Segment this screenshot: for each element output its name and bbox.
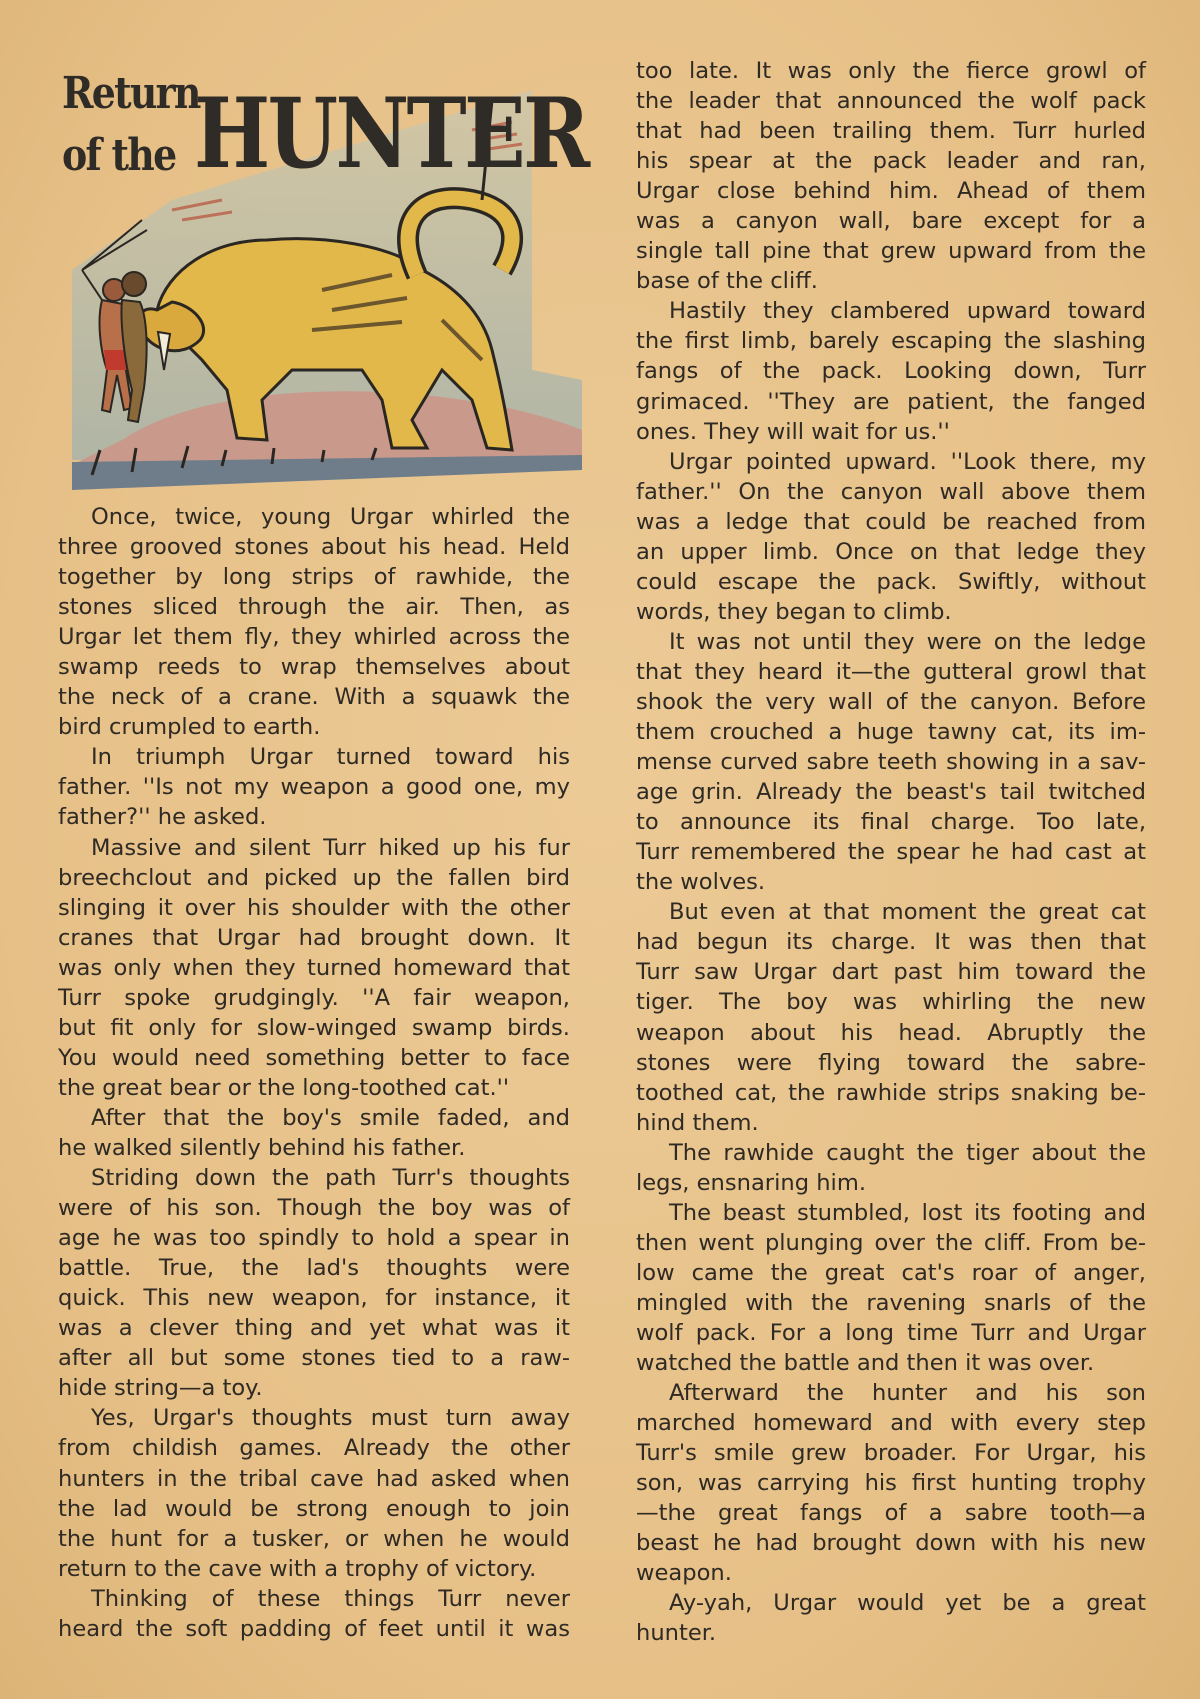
text-line: Turr spoke grudgingly. ''A fair weapon, (58, 984, 570, 1011)
story-title (58, 62, 588, 190)
text-line: mense curved sabre teeth showing in a sav- (636, 749, 1146, 776)
right-text-column (636, 56, 1146, 1648)
text-line: In triumph Urgar turned toward his (91, 744, 570, 771)
text-line: the hunt for a tusker, or when he would (58, 1525, 570, 1552)
text-line: father?'' he asked. (58, 804, 267, 831)
text-line: Massive and silent Turr hiked up his fur (91, 834, 570, 861)
text-line: It was not until they were on the ledge (669, 628, 1146, 655)
text-line: watched the battle and then it was over. (636, 1350, 1095, 1377)
text-line: swamp reeds to wrap themselves about (58, 654, 570, 681)
text-line: together by long strips of rawhide, the (58, 564, 570, 591)
text-line: bird crumpled to earth. (58, 714, 321, 741)
text-line: grimaced. ''They are patient, the fanged (636, 388, 1146, 415)
text-line: after all but some stones tied to a raw- (58, 1345, 570, 1372)
text-line: toothed cat, the rawhide strips snaking be- (636, 1079, 1146, 1106)
text-line: the neck of a crane. With a squawk the (58, 684, 570, 711)
text-line: —the great fangs of a sabre tooth—a (636, 1500, 1146, 1527)
text-line: that they heard it—the gutteral growl that (636, 658, 1146, 685)
text-line: were of his son. Though the boy was of (58, 1195, 570, 1222)
text-line: After that the boy's smile faded, and (91, 1104, 570, 1131)
text-line: that had been trailing them. Turr hurled (636, 118, 1146, 145)
text-line: heard the soft padding of feet until it was (58, 1615, 570, 1642)
text-line: hide string—a toy. (58, 1375, 263, 1402)
text-line: You would need something better to face (58, 1044, 570, 1071)
text-line: was a ledge that could be reached from (636, 508, 1146, 535)
text-line: wolf pack. For a long time Turr and Urgar (636, 1319, 1146, 1346)
text-line: quick. This new weapon, for instance, it (58, 1285, 570, 1312)
text-line: was only when they turned homeward that (58, 954, 570, 981)
text-line: cranes that Urgar had brought down. It (58, 924, 570, 951)
text-line: the leader that announced the wolf pack (636, 88, 1146, 115)
text-line: he walked silently behind his father. (58, 1134, 466, 1161)
text-line: his spear at the pack leader and ran, (636, 148, 1146, 175)
text-line: fangs of the pack. Looking down, Turr (636, 358, 1146, 385)
text-line: Striding down the path Turr's thoughts (91, 1165, 570, 1192)
text-line: mingled with the ravening snarls of the (636, 1289, 1146, 1316)
text-line: The rawhide caught the tiger about the (669, 1139, 1146, 1166)
text-line: could escape the pack. Swiftly, without (636, 568, 1146, 595)
text-line: stones were flying toward the sabre- (636, 1049, 1146, 1076)
text-line: was a clever thing and yet what was it (58, 1315, 570, 1342)
text-line: too late. It was only the fierce growl of (636, 58, 1146, 84)
text-line: tiger. The boy was whirling the new (636, 989, 1146, 1016)
text-line: age he was too spindly to hold a spear in (58, 1225, 570, 1252)
text-line: marched homeward and with every step (636, 1410, 1146, 1437)
text-line: weapon about his head. Abruptly the (636, 1019, 1146, 1046)
text-line: had begun its charge. It was then that (636, 929, 1146, 956)
text-line: single tall pine that grew upward from the (636, 238, 1146, 265)
text-line: to announce its final charge. Too late, (636, 809, 1146, 836)
text-line: legs, ensnaring him. (636, 1169, 867, 1196)
text-line: father.'' On the canyon wall above them (636, 478, 1146, 505)
text-line: hunters in the tribal cave had asked when (58, 1465, 570, 1492)
text-line: base of the cliff. (636, 268, 818, 295)
text-line: hunter. (636, 1620, 717, 1647)
text-line: beast he had brought down with his new (636, 1530, 1146, 1557)
text-line: Afterward the hunter and his son (669, 1380, 1146, 1407)
text-line: but fit only for slow-winged swamp birds. (58, 1014, 570, 1041)
text-line: the wolves. (636, 869, 766, 896)
text-line: But even at that moment the great cat (669, 899, 1146, 926)
left-text-column (58, 502, 570, 1644)
text-line: Yes, Urgar's thoughts must turn away (91, 1405, 570, 1432)
text-line: stones sliced through the air. Then, as (58, 594, 570, 621)
text-line: was a canyon wall, bare except for a (636, 208, 1146, 235)
text-line: the great bear or the long-toothed cat.'' (58, 1074, 510, 1101)
text-line: from childish games. Already the other (58, 1435, 570, 1462)
title-line-of-the: of the (62, 130, 176, 181)
text-line: the first limb, barely escaping the slashing (636, 328, 1146, 355)
text-line: shook the very wall of the canyon. Before (636, 688, 1146, 715)
text-line: then went plunging over the cliff. From be- (636, 1229, 1146, 1256)
text-line: The beast stumbled, lost its footing and (669, 1199, 1146, 1226)
text-line: Turr saw Urgar dart past him toward the (636, 959, 1146, 986)
text-line: low came the great cat's roar of anger, (636, 1259, 1146, 1286)
text-line: father. ''Is not my weapon a good one, my (58, 774, 570, 801)
text-line: son, was carrying his first hunting trophy (636, 1470, 1146, 1497)
text-line: age grin. Already the beast's tail twitched (636, 779, 1146, 806)
title-hunter: HUNTER (194, 77, 588, 190)
text-line: Hastily they clambered upward toward (669, 298, 1146, 325)
text-line: breechclout and picked up the fallen bird (58, 864, 570, 891)
text-line: Ay-yah, Urgar would yet be a great (669, 1590, 1146, 1617)
text-line: three grooved stones about his head. Held (58, 534, 570, 561)
text-line: an upper limb. Once on that ledge they (636, 538, 1146, 565)
text-line: weapon. (636, 1560, 732, 1587)
text-line: hind them. (636, 1109, 759, 1136)
text-line: Turr remembered the spear he had cast at (636, 839, 1146, 866)
text-line: Thinking of these things Turr never (91, 1585, 570, 1612)
text-line: Turr's smile grew broader. For Urgar, his (636, 1440, 1146, 1467)
text-line: Urgar pointed upward. ''Look there, my (669, 448, 1146, 475)
text-line: slinging it over his shoulder with the other (58, 894, 570, 921)
text-line: the lad would be strong enough to join (58, 1495, 570, 1522)
text-line: return to the cave with a trophy of victory. (58, 1555, 537, 1582)
text-line: Urgar let them fly, they whirled across the (58, 624, 570, 651)
text-line: battle. True, the lad's thoughts were (58, 1255, 570, 1282)
text-line: Once, twice, young Urgar whirled the (91, 504, 570, 530)
text-line: them crouched a huge tawny cat, its im- (636, 719, 1146, 746)
text-line: words, they began to climb. (636, 598, 952, 625)
text-line: Urgar close behind him. Ahead of them (636, 178, 1146, 205)
title-line-return: Return (62, 68, 200, 119)
text-line: ones. They will wait for us.'' (636, 418, 950, 445)
